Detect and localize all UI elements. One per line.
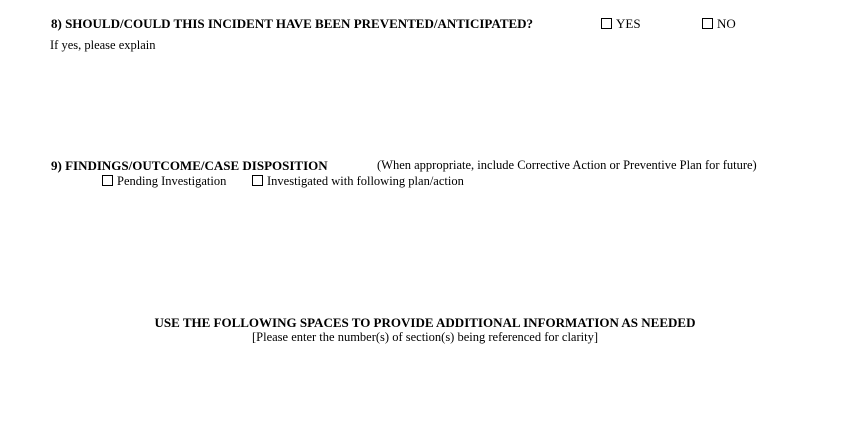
additional-info-subheading: [Please enter the number(s) of section(s) being referenced for clarity] [251,330,599,344]
yes-checkbox[interactable] [601,18,612,29]
section-8-heading: 8) SHOULD/COULD THIS INCIDENT HAVE BEEN PREVENTED/ANTICIPATED? [51,16,534,31]
pending-investigation-label: Pending Investigation [117,174,227,188]
no-label: NO [717,16,736,31]
pending-investigation-option[interactable] [102,174,226,189]
pending-investigation-checkbox[interactable] [102,175,113,186]
additional-info-heading: USE THE FOLLOWING SPACES TO PROVIDE ADDITIONAL INFORMATION AS NEEDED [154,315,696,330]
investigated-label: Investigated with following plan/action [267,174,464,188]
explain-label: If yes, please explain [50,38,156,52]
section-9-heading: 9) FINDINGS/OUTCOME/CASE DISPOSITION [51,158,328,173]
no-checkbox[interactable] [702,18,713,29]
investigated-option[interactable] [252,174,464,189]
section-9-note: (When appropriate, include Corrective Action or Preventive Plan for future) [377,158,757,172]
investigated-checkbox[interactable] [252,175,263,186]
no-option[interactable] [702,16,736,31]
yes-option[interactable] [601,16,641,31]
yes-label: YES [616,16,641,31]
